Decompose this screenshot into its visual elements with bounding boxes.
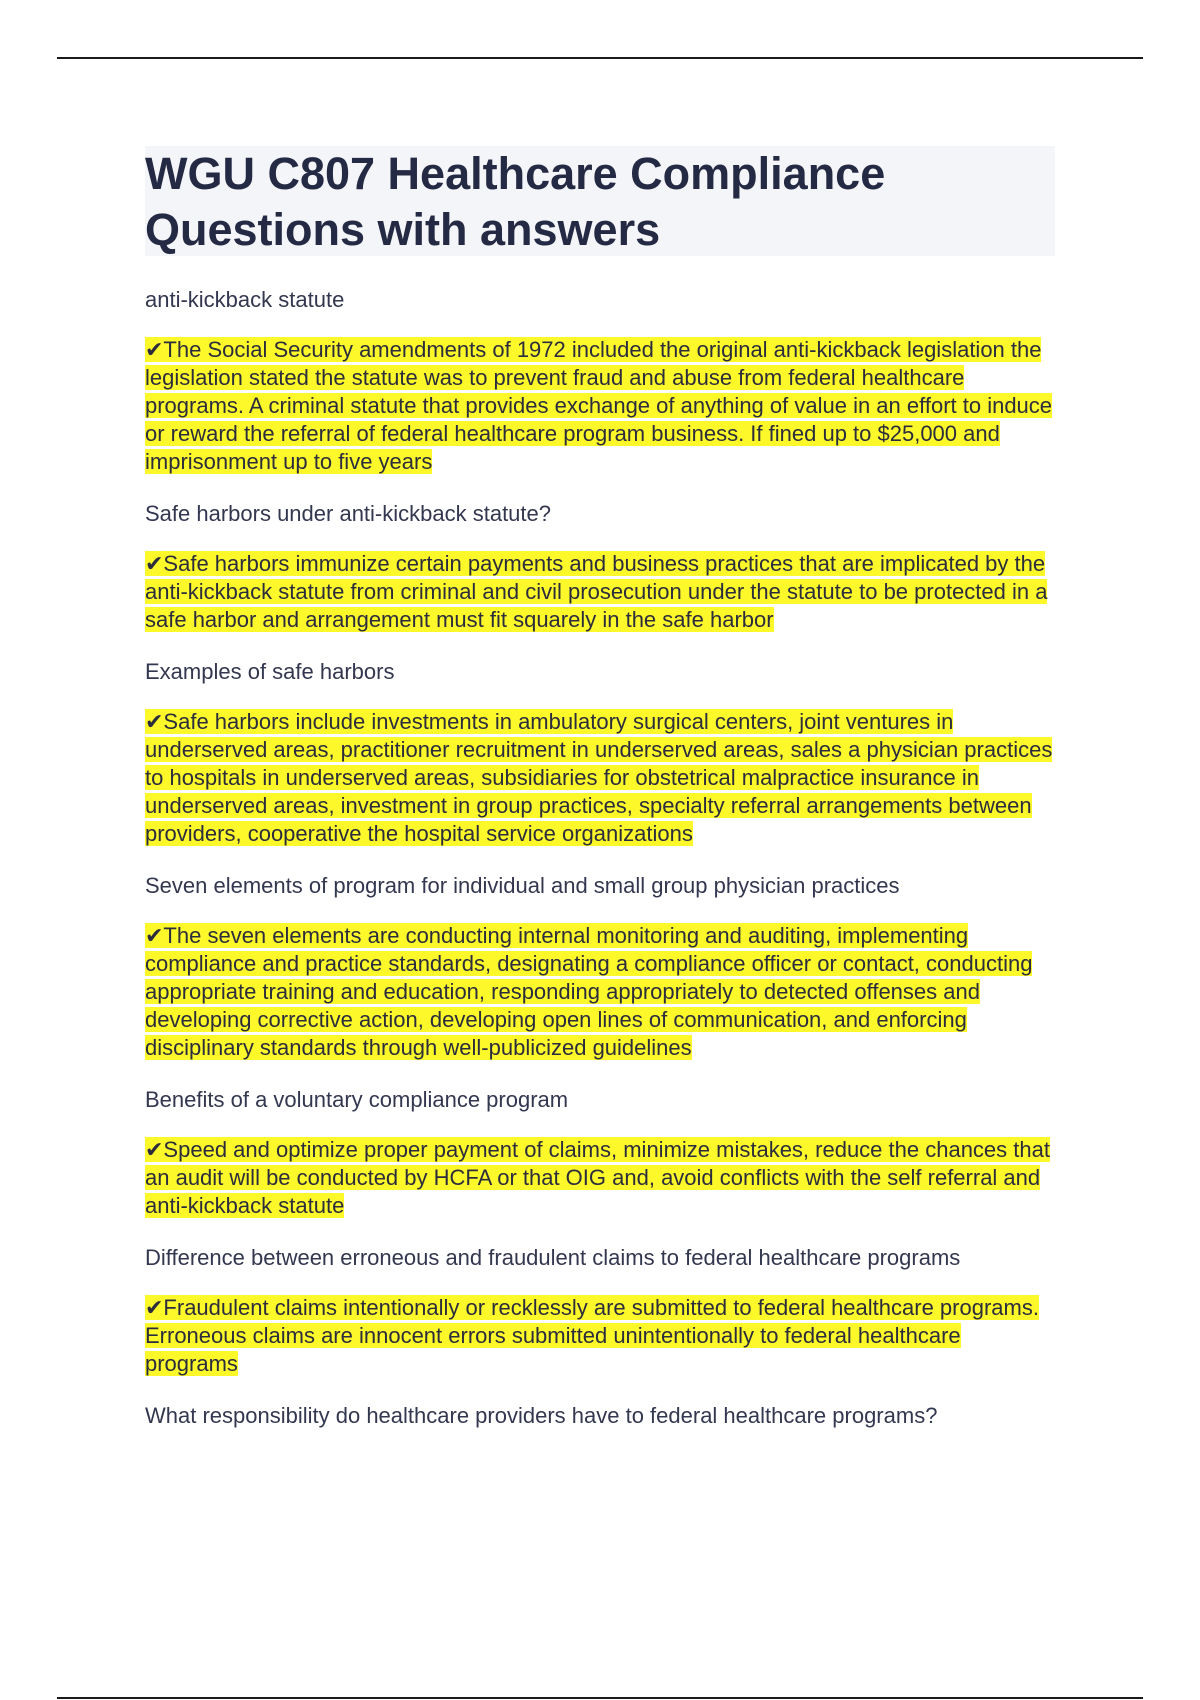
qa-item	[145, 1402, 1055, 1430]
bottom-rule	[57, 1697, 1143, 1699]
question-text: Benefits of a voluntary compliance program	[145, 1087, 569, 1112]
question-text: anti-kickback statute	[145, 287, 345, 312]
title-box	[145, 146, 1055, 256]
question-text: Seven elements of program for individual and small group physician practices	[145, 873, 900, 898]
document-title: WGU C807 Healthcare Compliance Questions with answers	[145, 148, 886, 255]
answer-text	[145, 922, 1055, 1062]
question-text: Examples of safe harbors	[145, 659, 395, 684]
question-text: Difference between erroneous and fraudulent claims to federal healthcare programs	[145, 1245, 961, 1270]
answer-text	[145, 708, 1055, 848]
top-rule	[57, 57, 1143, 59]
highlighted-answer: ✔Safe harbors include investments in ambulatory surgical centers, joint ventures in underserved areas, practitioner recruitment in underserved areas, sales a physician practices to hospitals in underserved areas, subsidiaries for obstetrical malpractice insurance in underserved areas, investment in group practices, specialty referral arrangements between providers, cooperative the hospital service organizations	[145, 709, 1053, 846]
answer-text	[145, 336, 1055, 476]
qa-item	[145, 1086, 1055, 1220]
highlighted-answer: ✔The seven elements are conducting internal monitoring and auditing, implementing compliance and practice standards, designating a compliance officer or contact, conducting appropriate training and education, responding appropriately to detected offenses and developing corrective action, developing open lines of communication, and enforcing disciplinary standards through well-publicized guidelines	[145, 923, 1033, 1060]
qa-item	[145, 286, 1055, 476]
highlighted-answer: ✔Fraudulent claims intentionally or recklessly are submitted to federal healthcare programs. Erroneous claims are innocent errors submitted unintentionally to federal healthcare programs	[145, 1295, 1039, 1376]
answer-text	[145, 550, 1055, 634]
document-body	[145, 146, 1055, 1452]
qa-item	[145, 658, 1055, 848]
qa-item	[145, 872, 1055, 1062]
question-text: What responsibility do healthcare providers have to federal healthcare programs?	[145, 1403, 938, 1428]
qa-list	[145, 286, 1055, 1430]
qa-item	[145, 500, 1055, 634]
question-text: Safe harbors under anti-kickback statute?	[145, 501, 552, 526]
answer-text	[145, 1294, 1055, 1378]
qa-item	[145, 1244, 1055, 1378]
answer-text	[145, 1136, 1055, 1220]
highlighted-answer: ✔Safe harbors immunize certain payments and business practices that are implicated by the anti-kickback statute from criminal and civil prosecution under the statute to be protected in a safe harbor and arrangement must fit squarely in the safe harbor	[145, 551, 1048, 632]
highlighted-answer: ✔The Social Security amendments of 1972 included the original anti-kickback legislation the legislation stated the statute was to prevent fraud and abuse from federal healthcare programs. A criminal statute that provides exchange of anything of value in an effort to induce or reward the referral of federal healthcare program business. If fined up to $25,000 and imprisonment up to five years	[145, 337, 1053, 474]
highlighted-answer: ✔Speed and optimize proper payment of claims, minimize mistakes, reduce the chances that an audit will be conducted by HCFA or that OIG and, avoid conflicts with the self referral and anti-kickback statute	[145, 1137, 1050, 1218]
